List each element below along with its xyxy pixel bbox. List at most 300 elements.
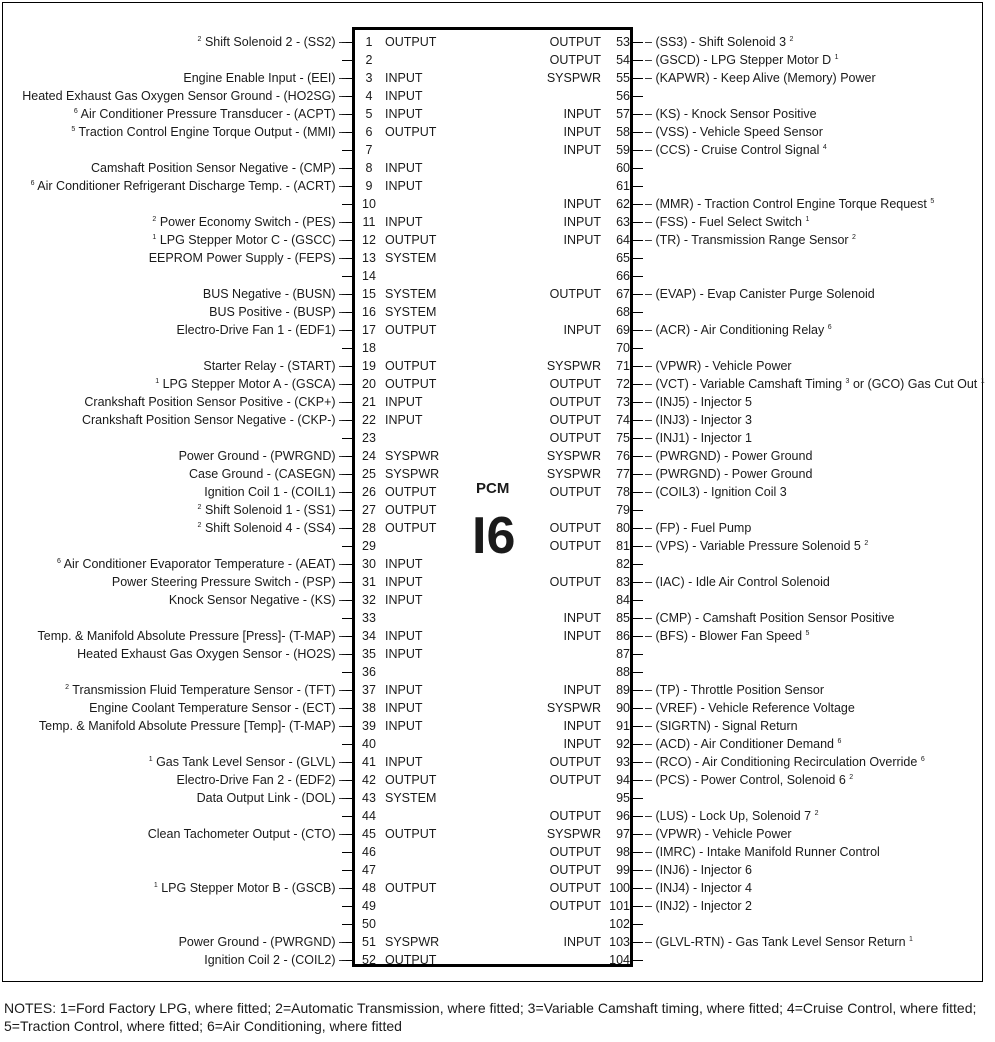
footnote-marker: 3 <box>845 377 850 385</box>
pin-description: – (GLVL-RTN) - Gas Tank Level Sensor Return $^1$ <box>645 935 913 949</box>
pin-number: 61 <box>616 179 630 193</box>
pin-description-text: (VPWR) - Vehicle Power <box>655 827 792 841</box>
pin-lead <box>633 636 643 637</box>
pin-type: OUTPUT <box>385 35 437 49</box>
pin-row-right <box>0 33 995 51</box>
pin-type: INPUT <box>563 323 601 337</box>
pin-number: 49 <box>362 899 376 913</box>
pin-description: – (INJ3) - Injector 3 <box>645 413 752 427</box>
pin-description: – (GSCD) - LPG Stepper Motor D $^1$ <box>645 53 839 67</box>
pin-number: 101 <box>609 899 630 913</box>
pin-number: 65 <box>616 251 630 265</box>
pin-lead <box>633 474 643 475</box>
pin-type: INPUT <box>385 107 423 121</box>
pin-description: – (LUS) - Lock Up, Solenoid 7 $^2$ <box>645 809 819 823</box>
pin-type: INPUT <box>563 737 601 751</box>
pin-description-text: Gas Tank Level Sensor - (GLVL) <box>156 755 336 769</box>
pin-type: OUTPUT <box>549 53 601 67</box>
pin-row-right <box>0 321 995 339</box>
pin-type: OUTPUT <box>549 809 601 823</box>
chip-id: I6 <box>472 507 516 565</box>
pin-row-right <box>0 393 995 411</box>
pin-number: 53 <box>616 35 630 49</box>
pin-type: INPUT <box>385 629 423 643</box>
pin-number: 19 <box>362 359 376 373</box>
pin-type: OUTPUT <box>385 359 437 373</box>
pin-lead <box>633 708 643 709</box>
pin-lead <box>633 312 643 313</box>
pin-type: INPUT <box>563 197 601 211</box>
footnote-marker: 6 <box>837 737 842 745</box>
pin-description: Engine Enable Input - (EEI) – <box>183 71 346 85</box>
pin-type: SYSTEM <box>385 305 437 319</box>
pin-type: INPUT <box>385 89 423 103</box>
pin-type: INPUT <box>385 413 423 427</box>
pin-type: SYSPWR <box>546 827 601 841</box>
pin-number: 104 <box>609 953 630 967</box>
pin-number: 34 <box>362 629 376 643</box>
pin-number: 76 <box>616 449 630 463</box>
pin-number: 64 <box>616 233 630 247</box>
pin-lead <box>633 942 643 943</box>
pin-number: 44 <box>362 809 376 823</box>
pin-number: 92 <box>616 737 630 751</box>
pin-lead <box>633 870 643 871</box>
pin-description: – (INJ5) - Injector 5 <box>645 395 752 409</box>
pin-row-right <box>0 51 995 69</box>
pin-description: – (SS3) - Shift Solenoid 3 $^2$ <box>645 35 794 49</box>
pin-description-text: Clean Tachometer Output - (CTO) <box>147 827 336 841</box>
pin-number: 11 <box>362 215 376 229</box>
pin-type: OUTPUT <box>549 485 601 499</box>
pin-description: $^6$ Air Conditioner Evaporator Temperature - (AEAT) – <box>56 557 346 571</box>
pin-type: OUTPUT <box>549 521 601 535</box>
pin-number: 2 <box>365 53 373 67</box>
pin-type: OUTPUT <box>385 503 437 517</box>
pin-description: BUS Positive - (BUSP) – <box>209 305 346 319</box>
pin-number: 93 <box>616 755 630 769</box>
pin-description: $^1$ Gas Tank Level Sensor - (GLVL) – <box>148 755 346 769</box>
pin-description-text: BUS Negative - (BUSN) <box>202 287 336 301</box>
pin-description-text: (PCS) - Power Control, Solenoid 6 <box>655 773 846 787</box>
pin-row-right <box>0 843 995 861</box>
footnote-marker: 2 <box>814 809 819 817</box>
pin-lead <box>633 240 643 241</box>
pin-type: OUTPUT <box>549 773 601 787</box>
pin-lead <box>633 96 643 97</box>
pin-number: 74 <box>616 413 630 427</box>
pin-type: SYSTEM <box>385 251 437 265</box>
pin-type: INPUT <box>563 125 601 139</box>
pin-description: $^2$ Power Economy Switch - (PES) – <box>152 215 346 229</box>
pin-number: 99 <box>616 863 630 877</box>
pin-number: 78 <box>616 485 630 499</box>
pin-description-text: EEPROM Power Supply - (FEPS) <box>148 251 336 265</box>
pin-number: 83 <box>616 575 630 589</box>
pin-number: 47 <box>362 863 376 877</box>
pin-type: SYSPWR <box>385 467 440 481</box>
pin-number: 33 <box>362 611 376 625</box>
pin-description-text: LPG Stepper Motor C - (GSCC) <box>159 233 336 247</box>
pin-description: $^1$ LPG Stepper Motor A - (GSCA) – <box>155 377 346 391</box>
pin-number: 68 <box>616 305 630 319</box>
pin-description-text: (TR) - Transmission Range Sensor <box>655 233 849 247</box>
pin-row-right <box>0 681 995 699</box>
pin-row-right <box>0 807 995 825</box>
footnote-marker: 6 <box>56 557 61 565</box>
pin-type: OUTPUT <box>385 233 437 247</box>
pin-number: 102 <box>609 917 630 931</box>
pin-description-text: Air Conditioner Evaporator Temperature - (AEAT) <box>63 557 336 571</box>
pin-type: SYSPWR <box>385 449 440 463</box>
pin-number: 8 <box>365 161 373 175</box>
pin-row-right <box>0 285 995 303</box>
pin-type: OUTPUT <box>385 485 437 499</box>
pin-type: SYSPWR <box>546 359 601 373</box>
pin-description-text: Shift Solenoid 4 - (SS4) <box>204 521 336 535</box>
pin-type: INPUT <box>385 215 423 229</box>
pin-number: 75 <box>616 431 630 445</box>
footnote-marker: 1 <box>152 233 157 241</box>
pin-lead <box>633 150 643 151</box>
pin-type: INPUT <box>385 701 423 715</box>
pin-description-text: Shift Solenoid 1 - (SS1) <box>204 503 336 517</box>
pin-row-right <box>0 177 995 195</box>
pin-description: Ignition Coil 1 - (COIL1) – <box>204 485 346 499</box>
pin-row-right <box>0 141 995 159</box>
pin-row-right <box>0 87 995 105</box>
pin-lead <box>633 456 643 457</box>
pin-row-right <box>0 771 995 789</box>
pin-description-text: (VCT) - Variable Camshaft Timing <box>655 377 843 391</box>
pin-row-right <box>0 249 995 267</box>
pin-row-right <box>0 591 995 609</box>
pin-description: Temp. & Manifold Absolute Pressure [Temp]- (T-MAP) – <box>38 719 346 733</box>
pin-lead <box>633 690 643 691</box>
pin-row-right <box>0 555 995 573</box>
pin-description-text: Heated Exhaust Gas Oxygen Sensor - (HO2S) <box>77 647 336 661</box>
pin-lead <box>633 258 643 259</box>
pin-description-text: (VREF) - Vehicle Reference Voltage <box>655 701 855 715</box>
pin-number: 9 <box>365 179 373 193</box>
pin-type: OUTPUT <box>549 35 601 49</box>
pin-type: SYSPWR <box>546 701 601 715</box>
pin-description: $^1$ LPG Stepper Motor C - (GSCC) – <box>152 233 346 247</box>
pin-description: – (MMR) - Traction Control Engine Torque Request $^5$ <box>645 197 935 211</box>
pin-type: SYSPWR <box>546 71 601 85</box>
pin-description: Power Steering Pressure Switch - (PSP) – <box>111 575 346 589</box>
pin-type: INPUT <box>385 719 423 733</box>
pin-description-text: (TP) - Throttle Position Sensor <box>655 683 825 697</box>
pin-description-text: (SIGRTN) - Signal Return <box>655 719 798 733</box>
pin-row-right <box>0 69 995 87</box>
pin-number: 48 <box>362 881 376 895</box>
pin-number: 40 <box>362 737 376 751</box>
footnote-marker: 2 <box>849 773 854 781</box>
pin-number: 85 <box>616 611 630 625</box>
pin-type: SYSPWR <box>546 449 601 463</box>
pin-number: 86 <box>616 629 630 643</box>
pin-lead <box>633 168 643 169</box>
pin-description: – (PCS) - Power Control, Solenoid 6 $^2$ <box>645 773 854 787</box>
pin-description-text: (VSS) - Vehicle Speed Sensor <box>655 125 823 139</box>
pin-description: Power Ground - (PWRGND) – <box>178 449 346 463</box>
pin-type: INPUT <box>563 611 601 625</box>
pin-type: INPUT <box>563 629 601 643</box>
pin-number: 41 <box>362 755 376 769</box>
pin-number: 18 <box>362 341 376 355</box>
pin-type: OUTPUT <box>549 899 601 913</box>
pin-number: 31 <box>362 575 376 589</box>
pin-description-text: Heated Exhaust Gas Oxygen Sensor Ground - (HO2SG) <box>22 89 336 103</box>
pin-row-right <box>0 879 995 897</box>
footnote-marker: 1 <box>155 377 160 385</box>
pin-type: INPUT <box>385 395 423 409</box>
pin-description-text: or (GCO) Gas Cut Out <box>852 377 978 391</box>
pin-type: OUTPUT <box>385 953 437 967</box>
pin-row-right <box>0 231 995 249</box>
footnote-marker: 4 <box>822 143 827 151</box>
footnote-marker: 6 <box>920 755 925 763</box>
pin-lead <box>633 402 643 403</box>
pin-type: OUTPUT <box>385 377 437 391</box>
pin-description-text: Ignition Coil 1 - (COIL1) <box>204 485 336 499</box>
pin-type: OUTPUT <box>549 863 601 877</box>
pin-number: 79 <box>616 503 630 517</box>
pin-number: 26 <box>362 485 376 499</box>
pin-lead <box>633 132 643 133</box>
pin-description-text: Traction Control Engine Torque Output - (MMI) <box>78 125 336 139</box>
pin-number: 56 <box>616 89 630 103</box>
pin-lead <box>633 744 643 745</box>
pin-lead <box>633 582 643 583</box>
pin-description: $^2$ Shift Solenoid 1 - (SS1) – <box>197 503 346 517</box>
pin-number: 82 <box>616 557 630 571</box>
pin-lead <box>633 276 643 277</box>
pin-description: Engine Coolant Temperature Sensor - (ECT) – <box>89 701 346 715</box>
pin-description-text: LPG Stepper Motor A - (GSCA) <box>162 377 336 391</box>
pin-type: INPUT <box>385 161 423 175</box>
footnote-marker: 2 <box>197 35 202 43</box>
pin-type: INPUT <box>563 683 601 697</box>
pin-lead <box>633 42 643 43</box>
pin-description: – (SIGRTN) - Signal Return <box>645 719 798 733</box>
pin-description-text: (INJ5) - Injector 5 <box>655 395 752 409</box>
pin-row-right <box>0 213 995 231</box>
pin-type: INPUT <box>385 557 423 571</box>
pin-number: 77 <box>616 467 630 481</box>
pin-type: SYSTEM <box>385 791 437 805</box>
pin-number: 23 <box>362 431 376 445</box>
pin-description: – (INJ1) - Injector 1 <box>645 431 752 445</box>
pin-lead <box>633 438 643 439</box>
pin-type: INPUT <box>563 935 601 949</box>
pin-description: – (CCS) - Cruise Control Signal $^4$ <box>645 143 827 157</box>
pin-type: OUTPUT <box>549 845 601 859</box>
pin-number: 66 <box>616 269 630 283</box>
pin-number: 69 <box>616 323 630 337</box>
pin-description-text: (IAC) - Idle Air Control Solenoid <box>655 575 830 589</box>
pin-description: Ignition Coil 2 - (COIL2) – <box>204 953 346 967</box>
pin-lead <box>633 654 643 655</box>
pin-description-text: Electro-Drive Fan 2 - (EDF2) <box>176 773 336 787</box>
pin-lead <box>633 762 643 763</box>
pin-number: 87 <box>616 647 630 661</box>
pin-number: 57 <box>616 107 630 121</box>
pin-row-right <box>0 519 995 537</box>
pin-type: INPUT <box>385 755 423 769</box>
pin-type: OUTPUT <box>385 125 437 139</box>
pin-description: Crankshaft Position Sensor Positive - (CKP+) – <box>84 395 346 409</box>
pin-row-right <box>0 627 995 645</box>
pin-description: $^6$ Air Conditioner Pressure Transducer - (ACPT) – <box>73 107 346 121</box>
pin-number: 80 <box>616 521 630 535</box>
pin-number: 46 <box>362 845 376 859</box>
pin-description-text: Crankshaft Position Sensor Positive - (CKP+) <box>84 395 336 409</box>
pin-description: – (VPS) - Variable Pressure Solenoid 5 $^2$ <box>645 539 869 553</box>
pin-number: 55 <box>616 71 630 85</box>
pin-lead <box>633 204 643 205</box>
pin-number: 59 <box>616 143 630 157</box>
pin-lead <box>633 888 643 889</box>
pin-type: INPUT <box>385 593 423 607</box>
pin-number: 16 <box>362 305 376 319</box>
pin-type: OUTPUT <box>549 539 601 553</box>
pin-description: – (ACR) - Air Conditioning Relay $^6$ <box>645 323 832 337</box>
pin-number: 28 <box>362 521 376 535</box>
pin-description-text: Camshaft Position Sensor Negative - (CMP) <box>91 161 336 175</box>
pin-description: – (VREF) - Vehicle Reference Voltage <box>645 701 855 715</box>
pin-description: Temp. & Manifold Absolute Pressure [Press]- (T-MAP) – <box>37 629 346 643</box>
pin-description: – (RCO) - Air Conditioning Recirculation Override $^6$ <box>645 755 925 769</box>
pin-number: 39 <box>362 719 376 733</box>
pin-number: 67 <box>616 287 630 301</box>
notes-text: NOTES: 1=Ford Factory LPG, where fitted; 2=Automatic Transmission, where fitted; 3=Variable Camshaft timing, where fitted; 4=Cruise Control, where fitted; 5=Traction Control, where fitted; 6=Air Conditioning, where fitted <box>4 1000 977 1034</box>
pin-lead <box>633 780 643 781</box>
pin-description-text: Starter Relay - (START) <box>203 359 336 373</box>
pin-description-text: (VPS) - Variable Pressure Solenoid 5 <box>655 539 861 553</box>
pin-description-text: (GLVL-RTN) - Gas Tank Level Sensor Return <box>655 935 906 949</box>
pin-lead <box>633 726 643 727</box>
pin-number: 58 <box>616 125 630 139</box>
pin-description: – (INJ6) - Injector 6 <box>645 863 752 877</box>
pin-description-text: Electro-Drive Fan 1 - (EDF1) <box>176 323 336 337</box>
pin-description-text: Power Steering Pressure Switch - (PSP) <box>111 575 336 589</box>
pin-description: $^1$ LPG Stepper Motor B - (GSCB) – <box>153 881 346 895</box>
pin-description: BUS Negative - (BUSN) – <box>202 287 346 301</box>
pin-number: 5 <box>365 107 373 121</box>
pin-description: – (IAC) - Idle Air Control Solenoid <box>645 575 830 589</box>
pin-description: – (VPWR) - Vehicle Power <box>645 827 792 841</box>
pin-number: 32 <box>362 593 376 607</box>
pin-type: OUTPUT <box>549 575 601 589</box>
pin-number: 70 <box>616 341 630 355</box>
pin-lead <box>633 852 643 853</box>
pin-number: 84 <box>616 593 630 607</box>
footnote-marker: 1 <box>909 935 913 943</box>
pin-number: 22 <box>362 413 376 427</box>
pin-description-text: Shift Solenoid 2 - (SS2) <box>204 35 336 49</box>
pin-number: 51 <box>362 935 376 949</box>
pin-description: $^6$ Air Conditioner Refrigerant Discharge Temp. - (ACRT) – <box>30 179 346 193</box>
pin-number: 60 <box>616 161 630 175</box>
pin-lead <box>633 510 643 511</box>
pin-row-right <box>0 663 995 681</box>
pin-row-right <box>0 951 995 969</box>
pin-lead <box>633 420 643 421</box>
pin-description: Electro-Drive Fan 1 - (EDF1) – <box>176 323 346 337</box>
pin-row-right <box>0 483 995 501</box>
pin-type: SYSPWR <box>385 935 440 949</box>
pin-row-right <box>0 411 995 429</box>
pin-number: 36 <box>362 665 376 679</box>
pin-description: $^2$ Shift Solenoid 2 - (SS2) – <box>197 35 346 49</box>
pin-number: 20 <box>362 377 376 391</box>
footnote-marker: 6 <box>30 179 35 187</box>
pin-number: 21 <box>362 395 376 409</box>
pin-description-text: (ACR) - Air Conditioning Relay <box>655 323 825 337</box>
pin-description-text: (SS3) - Shift Solenoid 3 <box>655 35 787 49</box>
pin-number: 91 <box>616 719 630 733</box>
pin-description: Power Ground - (PWRGND) – <box>178 935 346 949</box>
pin-description-text: (VPWR) - Vehicle Power <box>655 359 792 373</box>
pin-row-right <box>0 609 995 627</box>
pin-description: Knock Sensor Negative - (KS) – <box>168 593 346 607</box>
pin-description-text: (INJ1) - Injector 1 <box>655 431 752 445</box>
pin-number: 52 <box>362 953 376 967</box>
pin-description-text: Temp. & Manifold Absolute Pressure [Temp]- (T-MAP) <box>38 719 336 733</box>
pin-row-right <box>0 195 995 213</box>
pin-description-text: Power Ground - (PWRGND) <box>178 935 336 949</box>
pin-lead <box>633 600 643 601</box>
pin-number: 98 <box>616 845 630 859</box>
pin-description: $^5$ Traction Control Engine Torque Output - (MMI) – <box>71 125 346 139</box>
pin-description: EEPROM Power Supply - (FEPS) – <box>148 251 346 265</box>
pin-number: 35 <box>362 647 376 661</box>
pin-row-right <box>0 537 995 555</box>
pin-type: OUTPUT <box>385 521 437 535</box>
pin-lead <box>633 960 643 961</box>
footnote-marker: 1 <box>148 755 153 763</box>
pin-description-text: Data Output Link - (DOL) <box>196 791 336 805</box>
pin-lead <box>633 906 643 907</box>
pin-row-right <box>0 447 995 465</box>
pin-type: OUTPUT <box>549 395 601 409</box>
footnote-marker: 2 <box>197 503 202 511</box>
pin-number: 73 <box>616 395 630 409</box>
pin-description-text: Engine Coolant Temperature Sensor - (ECT) <box>89 701 336 715</box>
pin-description: – (KS) - Knock Sensor Positive <box>645 107 817 121</box>
pin-row-right <box>0 717 995 735</box>
pin-description: Case Ground - (CASEGN) – <box>188 467 346 481</box>
pin-number: 63 <box>616 215 630 229</box>
footnote-marker: 2 <box>197 521 202 529</box>
pin-type: OUTPUT <box>385 827 437 841</box>
pin-description-text: (EVAP) - Evap Canister Purge Solenoid <box>655 287 875 301</box>
pin-lead <box>633 366 643 367</box>
pin-row-right <box>0 735 995 753</box>
pin-number: 43 <box>362 791 376 805</box>
pin-row-right <box>0 753 995 771</box>
pin-description-text: LPG Stepper Motor B - (GSCB) <box>161 881 336 895</box>
pin-type: SYSPWR <box>546 467 601 481</box>
pin-number: 71 <box>616 359 630 373</box>
pin-number: 37 <box>362 683 376 697</box>
pin-row-right <box>0 573 995 591</box>
footnote-marker: 5 <box>930 197 935 205</box>
pin-number: 54 <box>616 53 630 67</box>
pin-number: 29 <box>362 539 376 553</box>
